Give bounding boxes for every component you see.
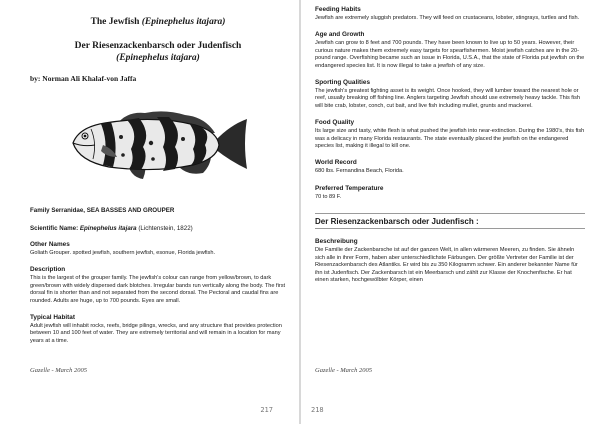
temperature-text: 70 to 89 F. <box>315 193 342 200</box>
right-page-number: 218 <box>311 406 324 414</box>
other-names-text: Goliath Grouper. spotted jewfish, southern jewfish, esonue, Florida jewfish. <box>30 250 216 256</box>
age-growth-heading: Age and Growth <box>315 31 365 39</box>
beschreibung-heading: Beschreibung <box>315 238 358 246</box>
family-line: Family Serranidae, SEA BASSES AND GROUPER <box>30 207 175 214</box>
food-quality-text: Its large size and tasty, white flesh is what pushed the jewfish into near-extinction. During the 1980's, this fish was a delicacy in many Florida restaurants. The state eventually placed the jewfish on the endangered species list, making it illegal to kill one. <box>315 128 585 150</box>
temperature-heading: Preferred Temperature <box>315 184 384 192</box>
age-growth-text: Jewfish can grow to 8 feet and 700 pounds. They have been known to live up to 50 years. However, their curious nature makes them extremely easy targets for spearfishermen. Moist jewfish catches are in the 20-pound range. Overfishing became such an issue in Florida, U.S.A., that the state of Florida put jewfish on the endangered species list. It is now illegal to take a jewfish of any size. <box>315 40 585 69</box>
habitat-text: Adult jewfish will inhabit rocks, reefs, bridge pilings, wrecks, and any structure that provides protection between 10 and 100 feet of water. They are extremely territorial and will remain in a location for many years at a time. <box>30 323 282 344</box>
article-title-english <box>30 16 286 28</box>
feeding-text: Jewfish are extremely sluggish predators. They will feed on crustaceans, lobster, stingrays, turtles and fish. <box>315 15 580 21</box>
left-page-number: 217 <box>260 406 273 414</box>
right-page <box>301 0 600 424</box>
german-section-heading: Der Riesenzackenbarsch oder Judenfisch : <box>315 213 585 229</box>
left-page-content <box>30 16 286 345</box>
world-record-text: 680 lbs. Fernandina Beach, Florida. <box>315 168 404 175</box>
feeding-heading: Feeding Habits <box>315 6 361 13</box>
scientific-name-author: (Lichtenstein, 1822) <box>136 225 193 232</box>
title-english-scientific: (Epinephelus itajara) <box>141 17 226 27</box>
habitat-heading: Typical Habitat <box>30 314 75 322</box>
other-names-heading: Other Names <box>30 241 70 248</box>
title-english-text: The Jewfish <box>90 17 142 27</box>
scientific-name-label: Scientific Name: <box>30 225 80 232</box>
scientific-name-line <box>30 225 286 232</box>
author-byline: by: Norman Ali Khalaf-von Jaffa <box>30 74 137 83</box>
article-title-german <box>30 40 286 64</box>
sporting-heading: Sporting Qualities <box>315 79 371 87</box>
title-german-scientific: (Epinephelus itajara) <box>116 53 200 63</box>
jewfish-illustration-icon <box>65 103 251 185</box>
title-german-text: Der Riesenzackenbarsch oder Judenfisch <box>74 41 242 51</box>
beschreibung-text: Die Familie der Zackenbarsche ist auf der ganzen Welt, in allen wärmeren Meeren, zu finden. Sie ähneln sich alle in ihrer Form, haben aber unterschiedlichste Färbungen. Der größte Vertreter der Familie ist der Riesenzackenbarsch des Atlantiks. Er wird bis zu 350 Kilogramm schwer. Ein anderer bekannter Name für ihn ist Judenfisch. Der Zackenbarsch ist ein Meerbarsch und zählt zur Klasse der Knochenfische. Er hat einen starken, hochgewölbter Körper, einen <box>315 247 578 283</box>
right-page-content <box>315 6 585 284</box>
left-page <box>0 0 299 424</box>
food-quality-heading: Food Quality <box>315 119 355 127</box>
scientific-name-value: Epinephelus itajara <box>79 225 137 232</box>
sporting-text: The jewfish's greatest fighting asset is its weight. Once hooked, they will lumber toward the nearest hole or reef, usually breaking off fishing line. Anglers targeting Jewfish should use extremely heavy tackle. This fish will bite crab, lobster, conch, cut bait, and live fish including mullet, grunts and mackerel. <box>315 88 581 109</box>
description-text: This is the largest of the grouper family. The jewfish's colour can range from yellow/brown, to dark green/brown with widely dispersed dark blotches. Irregular bands run vertically along the body. The first dorsal fin is shorter than and not separated from the second dorsal. The Pectoral and caudal fins are rounded. Adults are huge, up to 700 pounds. Eyes are small. <box>30 275 286 304</box>
description-heading: Description <box>30 266 66 274</box>
right-footer: Gazelle - March 2005 <box>315 367 372 374</box>
world-record-heading: World Record <box>315 159 357 167</box>
left-footer: Gazelle - March 2005 <box>30 367 87 374</box>
